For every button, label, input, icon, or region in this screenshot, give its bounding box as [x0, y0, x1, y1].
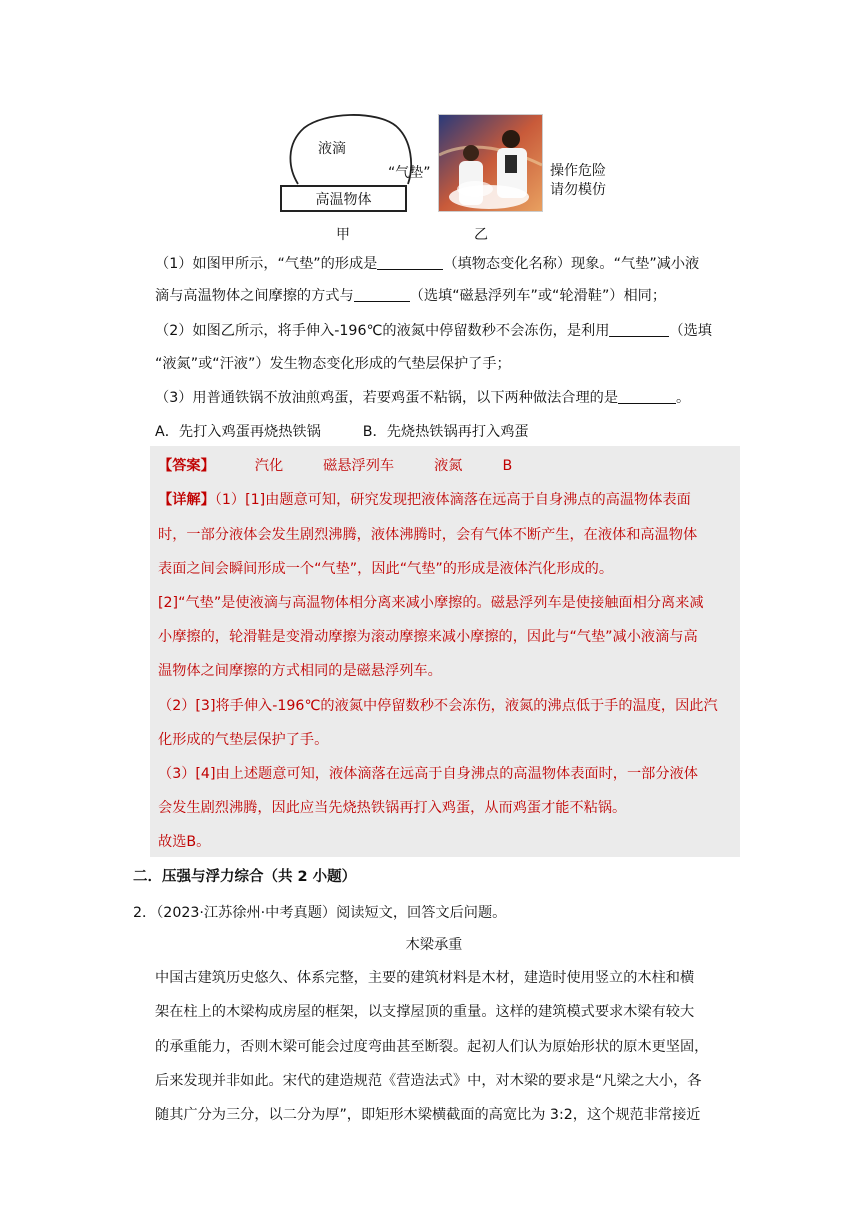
passage-line-2: 架在柱上的木梁构成房屋的框架，以支撑屋顶的重量。这样的建筑模式要求木梁有较大 — [155, 1004, 695, 1020]
figure-jia-label: 甲 — [336, 227, 350, 243]
detail-line-10: 会发生剧烈沸腾，因此应当先烧热铁锅再打入鸡蛋，从而鸡蛋才能不粘锅。 — [158, 800, 627, 816]
detail-line-9: （3）[4]由上述题意可知，液体滴落在远高于自身沸点的高温物体表面时，一部分液体 — [158, 766, 698, 782]
detail-line-8: 化形成的气垫层保护了手。 — [158, 732, 329, 748]
droplet-label: 液滴 — [318, 141, 346, 157]
figure-yi-label: 乙 — [474, 227, 488, 243]
detail-line-7: （2）[3]将手伸入-196℃的液氮中停留数秒不会冻伤，液氮的沸点低于手的温度，因此汽 — [158, 698, 718, 714]
question-line-2: 滴与高温物体之间摩擦的方式与 （选填“磁悬浮列车”或“轮滑鞋”）相同； — [155, 288, 667, 304]
section-title: 二．压强与浮力综合（共 2 小题） — [133, 869, 357, 885]
blank-4 — [618, 389, 676, 404]
detail-line-3: 表面之间会瞬间形成一个“气垫”，因此“气垫”的形成是液体汽化形成的。 — [158, 561, 614, 577]
option-a: A．先打入鸡蛋再烧热铁锅 — [155, 424, 321, 440]
options-line — [155, 421, 529, 441]
question-2-intro: 2．（2023·江苏徐州·中考真题）阅读短文，回答文后问题。 — [133, 905, 507, 921]
experiment-figure — [270, 110, 630, 250]
question-line-5: （3）用普通铁锅不放油煎鸡蛋，若要鸡蛋不粘锅，以下两种做法合理的是 。 — [155, 390, 691, 406]
hot-object-label: 高温物体 — [315, 191, 372, 208]
photo-illustration — [439, 115, 542, 211]
answer-line — [158, 455, 512, 475]
detail-line-5: 小摩擦的，轮滑鞋是变滑动摩擦为滚动摩擦来减小摩擦的，因此与“气垫”减小液滴与高 — [158, 629, 698, 645]
detail-line-2: 时，一部分液体会发生剧烈沸腾，液体沸腾时，会有气体不断产生，在液体和高温物体 — [158, 527, 698, 543]
answer-4: B — [502, 458, 513, 474]
blank-3 — [609, 322, 669, 337]
answer-3: 液氮 — [434, 458, 463, 474]
passage-line-3: 的承重能力，否则木梁可能会过度弯曲甚至断裂。起初人们认为原始形状的原木更坚固， — [155, 1039, 709, 1055]
liquid-nitrogen-photo — [438, 114, 543, 212]
detail-tag: 【详解】 — [158, 492, 215, 508]
warning-line-1: 操作危险 — [550, 163, 606, 179]
answer-1: 汽化 — [254, 458, 284, 474]
option-b: B．先烧热铁锅再打入鸡蛋 — [362, 424, 529, 440]
passage-title: 木梁承重 — [405, 937, 463, 953]
warning-text — [550, 162, 606, 200]
detail-line-11: 故选B。 — [158, 834, 211, 850]
answer-2: 磁悬浮列车 — [323, 458, 395, 474]
question-line-3: （2）如图乙所示，将手伸入-196℃的液氮中停留数秒不会冻伤，是利用 （选填 — [155, 323, 712, 339]
detail-line-1: 【详解】（1）[1]由题意可知，研究发现把液体滴落在远高于自身沸点的高温物体表面 — [158, 492, 691, 508]
question-line-1: （1）如图甲所示，“气垫”的形成是 （填物态变化名称）现象。“气垫”减小液 — [155, 256, 700, 272]
detail-line-4: [2]“气垫”是使液滴与高温物体相分离来减小摩擦的。磁悬浮列车是使接触面相分离来减 — [158, 595, 704, 611]
blank-2 — [354, 287, 410, 302]
air-cushion-label: “气垫” — [388, 165, 431, 181]
passage-line-1: 中国古建筑历史悠久、体系完整，主要的建筑材料是木材，建造时使用竖立的木柱和横 — [155, 970, 695, 986]
hot-object-box — [280, 185, 407, 212]
passage-line-5: 随其广分为三分，以二分为厚”，即矩形木梁横截面的高宽比为 3:2，这个规范非常接近 — [155, 1107, 701, 1123]
detail-line-6: 温物体之间摩擦的方式相同的是磁悬浮列车。 — [158, 663, 442, 679]
warning-line-2: 请勿模仿 — [550, 182, 606, 198]
answer-tag: 【答案】 — [158, 458, 215, 474]
question-line-4: “液氮”或“汗液”）发生物态变化形成的气垫层保护了手； — [155, 356, 511, 372]
passage-line-4: 后来发现并非如此。宋代的建造规范《营造法式》中，对木梁的要求是“凡梁之大小，各 — [155, 1073, 702, 1089]
blank-1 — [377, 255, 443, 270]
